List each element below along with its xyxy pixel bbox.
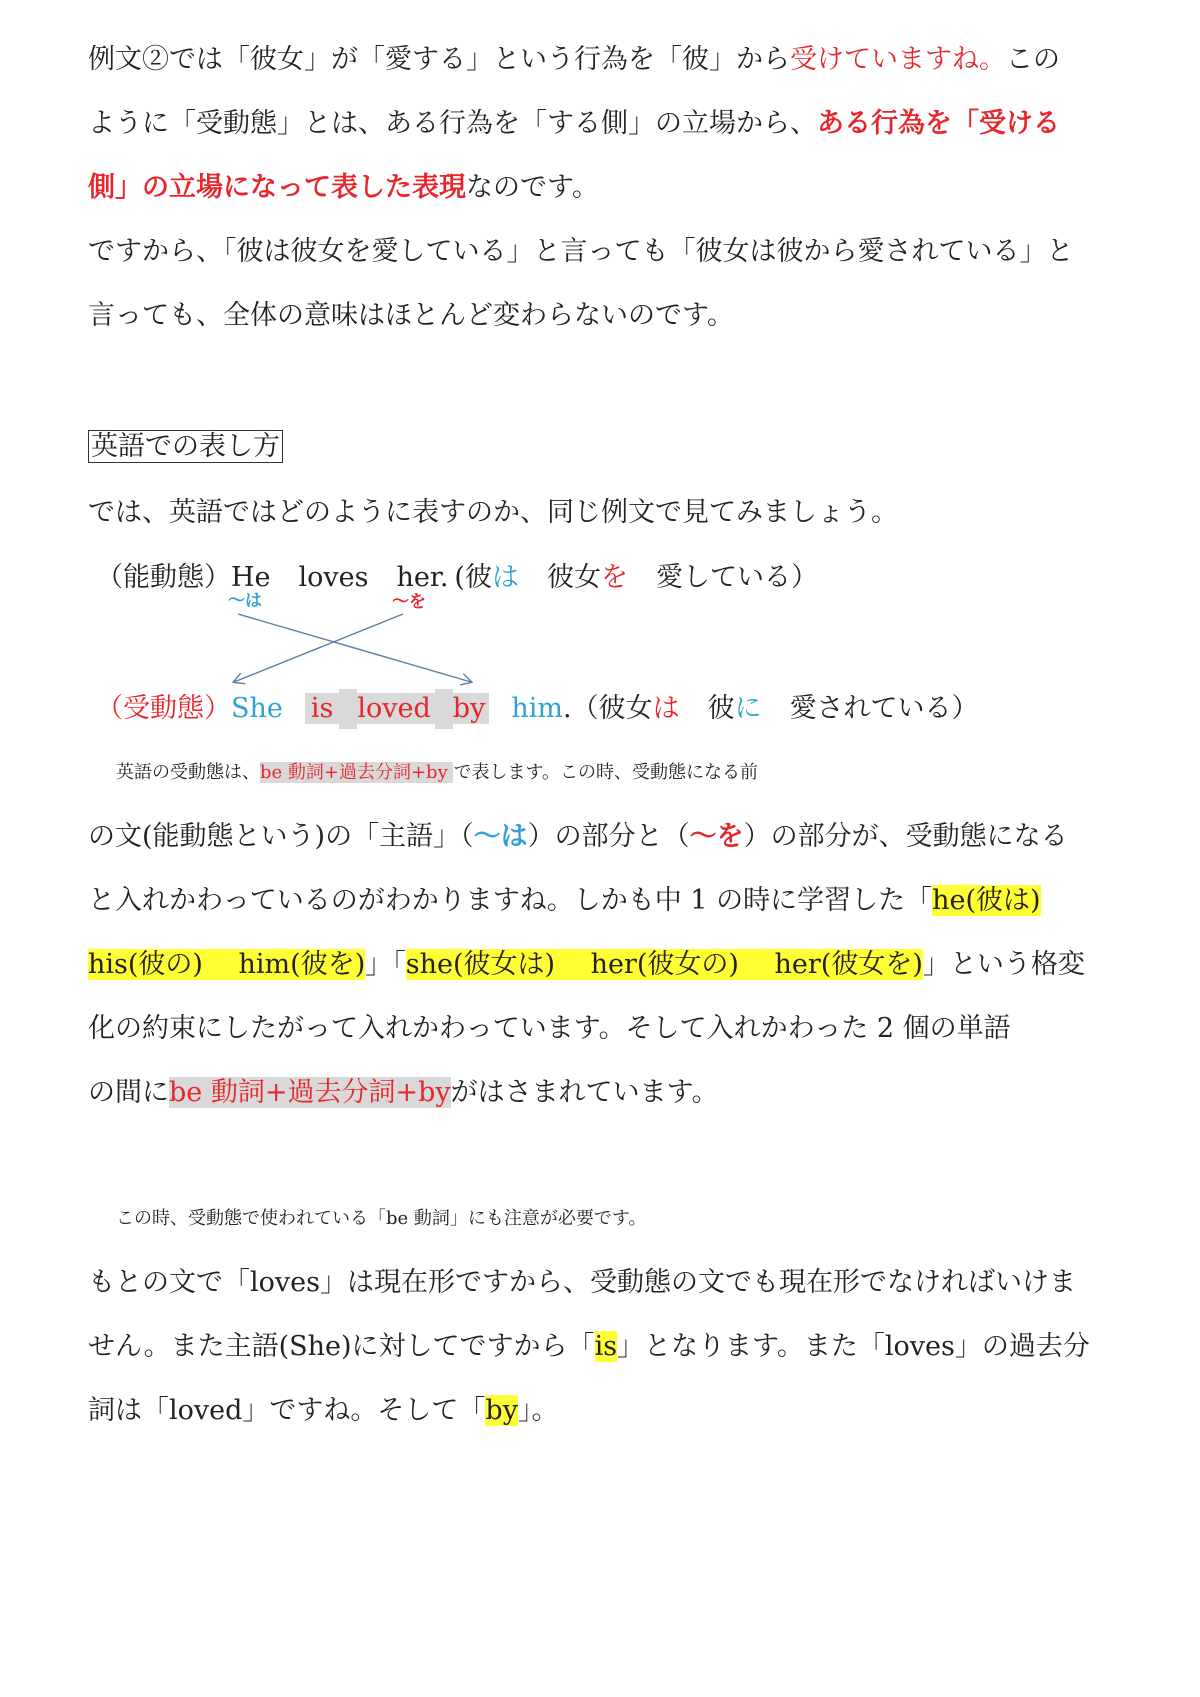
para2-line2 — [88, 817, 1128, 857]
yellow-highlight: she(彼女は) her(彼女の) her(彼女を) — [405, 949, 923, 980]
blue-particle: に — [734, 693, 762, 724]
text: 」。 — [517, 1395, 559, 1426]
text: 彼 — [707, 693, 735, 724]
text: もとの文で「loves」は現在形ですから、受動態の文でも現在形でなければいけま — [88, 1267, 1076, 1298]
text: ）の部分が、受動態になる — [743, 821, 1068, 852]
passive-label: （受動態） — [96, 693, 231, 724]
text: 英語の受動態は、 — [116, 762, 260, 783]
passive-past-participle: loved — [357, 693, 434, 724]
bold-red-text: 側」の立場になって表した表現 — [88, 172, 466, 203]
text: なのです。 — [466, 172, 599, 203]
active-subject: He — [231, 562, 271, 593]
passive-subject: She — [231, 693, 283, 724]
yellow-highlight: is — [594, 1331, 618, 1362]
bold-red-text: ある行為を「受ける — [817, 108, 1060, 139]
arrow-he-to-him — [238, 614, 471, 682]
text: 」となります。また「loves」の過去分 — [617, 1331, 1090, 1362]
para3-line3 — [88, 1327, 1128, 1367]
active-label: （能動態） — [96, 562, 231, 593]
text: この時、受動態で使われている「be 動詞」にも注意が必要です。 — [116, 1208, 647, 1229]
text: で表します。この時、受動態になる前 — [453, 762, 759, 783]
formula-highlight: be 動詞+過去分詞+by — [169, 1077, 451, 1108]
para2-line6 — [88, 1073, 1128, 1113]
blue-bold-wa: 〜は — [473, 821, 528, 852]
text: の文(能動態という)の「主語」（ — [88, 821, 474, 852]
text: 例文②では「彼女」が「愛する」という行為を「彼」から — [88, 44, 790, 75]
text: せん。また主語(She)に対してですから「 — [88, 1331, 595, 1362]
text: がはさまれています。 — [450, 1077, 719, 1108]
para2-line3 — [88, 881, 1128, 921]
para3-line4 — [88, 1391, 1128, 1431]
arrow-her-to-she — [234, 614, 403, 682]
text: . — [562, 693, 572, 724]
yellow-highlight: by — [485, 1395, 518, 1426]
para2-line4 — [88, 945, 1128, 985]
text: の間に — [88, 1077, 169, 1108]
active-verb: loves — [298, 562, 369, 593]
blue-particle: は — [491, 562, 519, 593]
red-text: 受けていますね。 — [790, 44, 1006, 75]
text: 彼女 — [546, 562, 601, 593]
text: この — [1006, 44, 1060, 75]
tag-wo: 〜を — [392, 592, 426, 612]
text: （彼女 — [571, 693, 653, 724]
yellow-highlight: he(彼は) — [932, 885, 1041, 916]
formula-highlight: be 動詞+過去分詞+by — [260, 762, 454, 783]
active-object: her. — [396, 562, 449, 593]
red-particle: を — [600, 562, 628, 593]
yellow-highlight: his(彼の) him(彼を) — [88, 949, 366, 980]
para2-line1 — [116, 753, 1156, 793]
text: ）の部分と（ — [527, 821, 690, 852]
text: 詞は「loved」ですね。そして「 — [88, 1395, 486, 1426]
text: ように「受動態」とは、ある行為を「する側」の立場から、 — [88, 108, 817, 139]
passive-be-verb: is — [305, 693, 340, 724]
text: (彼 — [454, 562, 492, 593]
boxed-heading: 英語での表し方 — [88, 430, 283, 463]
text: では、英語ではどのように表すのか、同じ例文で見てみましょう。 — [88, 497, 898, 528]
red-bold-wo: 〜を — [689, 821, 744, 852]
text: 」「 — [365, 949, 406, 980]
text: 化の約束にしたがって入れかわっています。そして入れかわった 2 個の単語 — [88, 1013, 1011, 1044]
text: ですから、「彼は彼女を愛している」と言っても「彼女は彼から愛されている」と — [88, 236, 1074, 267]
text: と入れかわっているのがわかりますね。しかも中 1 の時に学習した「 — [88, 885, 933, 916]
text: 言っても、全体の意味はほとんど変わらないのです。 — [88, 300, 734, 331]
red-particle: は — [652, 693, 680, 724]
text: 」という格変 — [922, 949, 1085, 980]
passive-object: him — [511, 693, 563, 724]
para3-line1 — [116, 1199, 1156, 1239]
passive-voice-example — [96, 689, 1136, 729]
text: 愛されている） — [789, 693, 979, 724]
passive-by: by — [453, 693, 490, 724]
tag-wa: 〜は — [228, 591, 262, 611]
para3-line2 — [88, 1263, 1128, 1303]
para2-line5 — [88, 1009, 1128, 1049]
text: 愛している） — [655, 562, 818, 593]
